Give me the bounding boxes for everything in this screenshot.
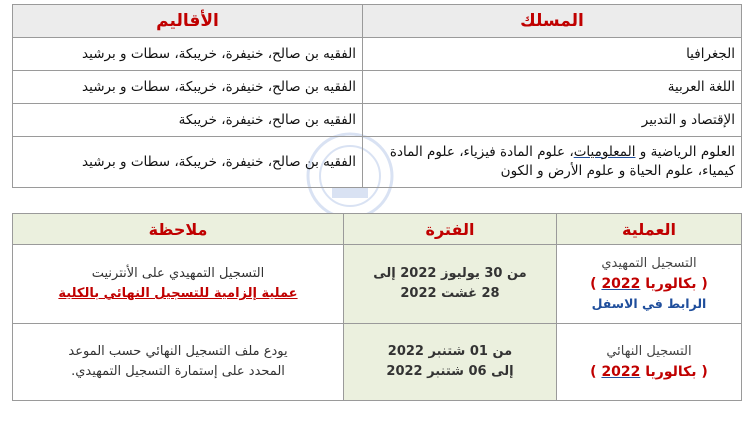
operation-cell <box>557 245 742 324</box>
bac-open: ( بكالوريا <box>640 276 708 292</box>
operation-cell <box>557 324 742 401</box>
tracks-regions-table <box>12 4 742 188</box>
period-line: من 30 يوليوز 2022 إلى <box>373 266 527 281</box>
table-header-row <box>13 5 742 38</box>
track-column-header: المسلك <box>363 5 742 38</box>
bac-close: ) <box>590 364 602 380</box>
table-row <box>13 245 742 324</box>
registration-link-note[interactable]: الرابط في الاسفل <box>591 296 707 311</box>
period-line: من 01 شتنبر 2022 <box>387 344 513 359</box>
note-line: يودع ملف التسجيل النهائي حسب الموعد <box>68 344 288 359</box>
table-row <box>13 137 742 188</box>
bac-year-label <box>563 362 735 382</box>
bac-year: 2022 <box>601 276 641 292</box>
registration-schedule-table <box>12 213 742 401</box>
regions-cell: الفقيه بن صالح، خنيفرة، خريبكة، سطات و برشيد <box>13 137 363 188</box>
track-cell <box>363 137 742 188</box>
note-line: التسجيل التمهيدي على الأنترنيت <box>91 266 265 281</box>
bac-year: 2022 <box>601 364 641 380</box>
track-text-underlined: المعلوميات <box>573 144 636 160</box>
regions-cell: الفقيه بن صالح، خنيفرة، خريبكة <box>13 104 363 137</box>
bac-open: ( بكالوريا <box>640 364 708 380</box>
table-row <box>13 324 742 401</box>
bac-year-label <box>563 274 735 294</box>
note-cell <box>13 245 344 324</box>
regions-column-header: الأقاليم <box>13 5 363 38</box>
table-row <box>13 38 742 71</box>
period-line: إلى 06 شتنبر 2022 <box>386 364 514 379</box>
period-cell <box>344 324 557 401</box>
regions-cell: الفقيه بن صالح، خنيفرة، خريبكة، سطات و برشيد <box>13 38 363 71</box>
note-line-emphasis: عملية إلزامية للتسجيل النهائي بالكلية <box>58 286 298 301</box>
period-line: 28 غشت 2022 <box>400 286 500 301</box>
operation-title: التسجيل التمهيدي <box>601 256 697 271</box>
track-text: ، علوم المادة فيزياء، علوم المادة كيمياء، علوم الحياة و علوم الأرض و الكون <box>389 144 735 179</box>
period-cell <box>344 245 557 324</box>
operation-column-header: العملية <box>557 214 742 245</box>
period-column-header: الفترة <box>344 214 557 245</box>
track-cell: اللغة العربية <box>363 71 742 104</box>
track-cell: الجغرافيا <box>363 38 742 71</box>
note-cell <box>13 324 344 401</box>
track-text: العلوم الرياضية و <box>635 144 735 160</box>
note-line: المحدد على إستمارة التسجيل التمهيدي. <box>71 364 285 379</box>
note-column-header: ملاحظة <box>13 214 344 245</box>
table-row <box>13 104 742 137</box>
track-cell: الإقتصاد و التدبير <box>363 104 742 137</box>
table-header-row <box>13 214 742 245</box>
operation-title: التسجيل النهائي <box>606 344 692 359</box>
table-row <box>13 71 742 104</box>
bac-close: ) <box>590 276 602 292</box>
regions-cell: الفقيه بن صالح، خنيفرة، خريبكة، سطات و برشيد <box>13 71 363 104</box>
